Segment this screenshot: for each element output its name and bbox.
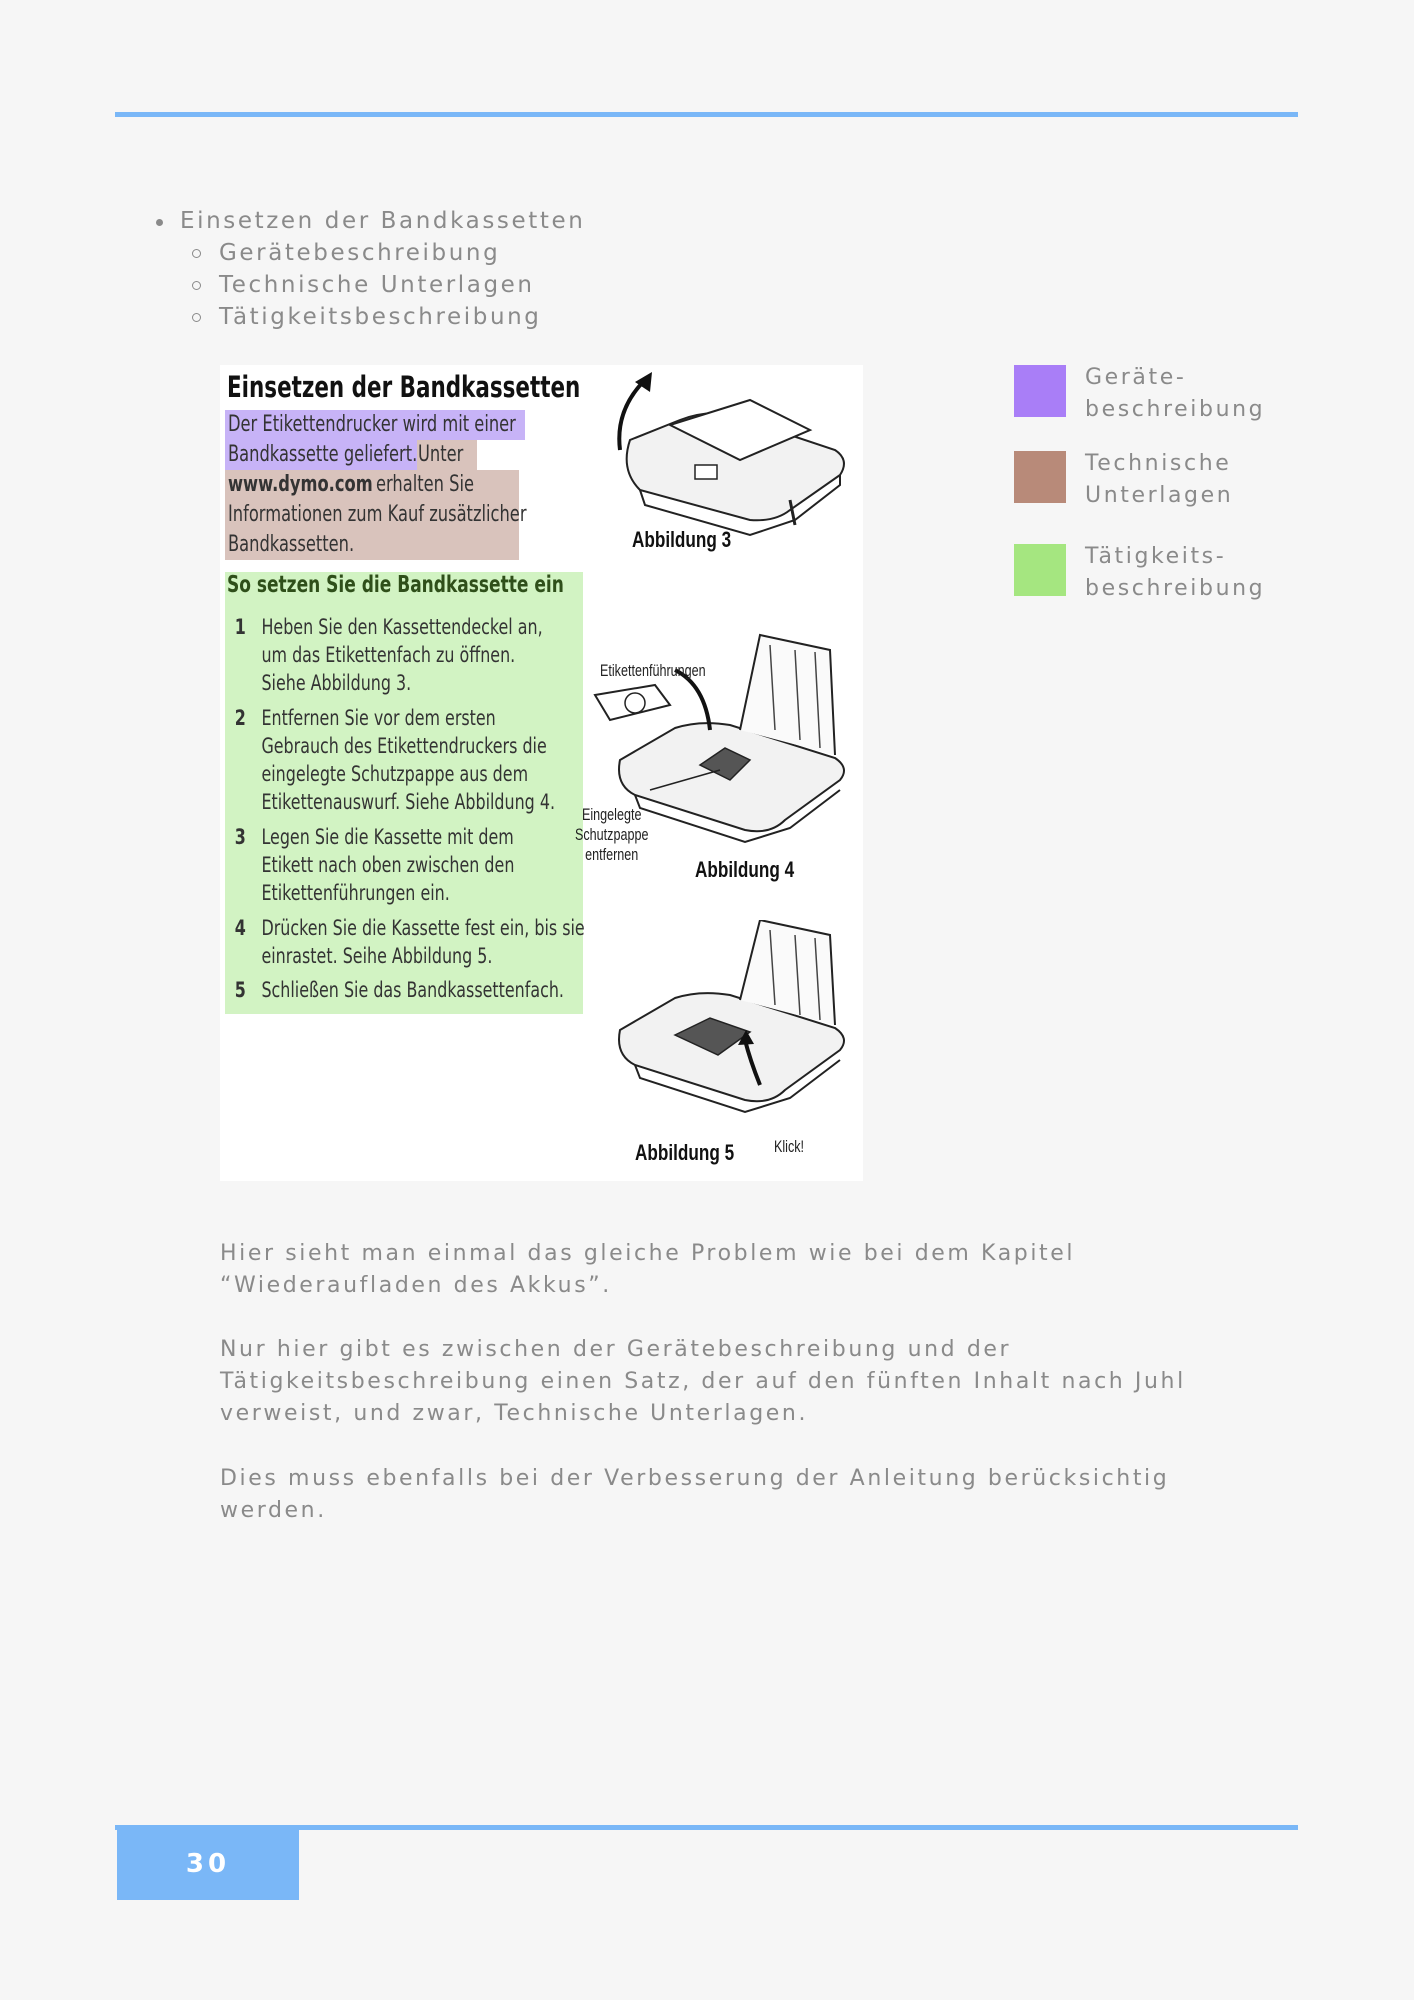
legend-item-activity <box>1014 541 1304 601</box>
subsection-item: Technische Unterlagen <box>150 269 585 301</box>
header-rule <box>115 112 1298 117</box>
step-line: Drücken Sie die Kassette fest ein, bis sie <box>261 916 585 941</box>
legend-swatch <box>1014 451 1066 503</box>
paragraph-line: Tätigkeitsbeschreibung einen Satz, der auf den fünften Inhalt nach Juhl <box>220 1369 1186 1394</box>
printer-illustration-5 <box>600 920 855 1120</box>
legend-swatch <box>1014 365 1066 417</box>
subsection-item: Tätigkeitsbeschreibung <box>150 301 585 333</box>
manual-page-figure <box>220 365 863 1181</box>
page-number: 30 <box>117 1828 299 1900</box>
step-line: Etikett nach oben zwischen den <box>261 853 515 878</box>
step-number: 1 <box>234 615 246 640</box>
intro-line: Unter <box>418 442 464 467</box>
paragraph-2 <box>220 1334 1220 1430</box>
legend-label: Geräte- <box>1085 365 1187 390</box>
intro-line: Bandkassetten. <box>228 532 355 557</box>
step-line: Siehe Abbildung 3. <box>261 671 412 696</box>
paragraph-line: Nur hier gibt es zwischen der Gerätebeschreibung und der <box>220 1337 1012 1362</box>
caption-fig4: Abbildung 4 <box>695 857 795 882</box>
step-line: Heben Sie den Kassettendeckel an, <box>261 615 543 640</box>
label-guides: Etikettenführungen <box>600 661 706 680</box>
step-line: Entfernen Sie vor dem ersten <box>261 706 496 731</box>
step-line: einrastet. Seihe Abbildung 5. <box>261 944 493 969</box>
step-line: Schließen Sie das Bandkassettenfach. <box>261 978 564 1003</box>
step-number: 4 <box>234 916 246 941</box>
legend-label: beschreibung <box>1085 576 1266 601</box>
step-line: Legen Sie die Kassette mit dem <box>261 825 514 850</box>
paragraph-1 <box>220 1238 1220 1302</box>
legend-label: beschreibung <box>1085 397 1266 422</box>
step-line: um das Etikettenfach zu öffnen. <box>261 643 516 668</box>
intro-link: www.dymo.com <box>228 472 373 497</box>
step-line: Etikettenauswurf. Siehe Abbildung 4. <box>261 790 556 815</box>
paragraph-line: Hier sieht man einmal das gleiche Problem wie bei dem Kapitel <box>220 1241 1076 1266</box>
legend-swatch <box>1014 544 1066 596</box>
caption-fig3: Abbildung 3 <box>632 527 732 552</box>
section-item: Einsetzen der Bandkassetten <box>150 205 585 237</box>
legend-label: Tätigkeits- <box>1085 544 1227 569</box>
paragraph-line: Dies muss ebenfalls bei der Verbesserung der Anleitung berücksichtig <box>220 1466 1170 1491</box>
section-list <box>150 205 585 333</box>
legend-item-device <box>1014 362 1304 422</box>
label-cardboard: Eingelegte Schutzpappe entfernen <box>575 805 649 864</box>
intro-line: Der Etikettendrucker wird mit einer <box>228 412 516 437</box>
figure-title: Einsetzen der Bandkassetten <box>227 370 581 404</box>
printer-illustration-3 <box>600 370 855 550</box>
legend-label: Technische <box>1085 451 1232 476</box>
paragraph-3 <box>220 1463 1220 1527</box>
step-number: 3 <box>234 825 246 850</box>
intro-line: erhalten Sie <box>376 472 475 497</box>
paragraph-line: werden. <box>220 1498 327 1523</box>
step-line: Gebrauch des Etikettendruckers die <box>261 734 547 759</box>
label-click: Klick! <box>774 1137 805 1156</box>
steps-title: So setzen Sie die Bandkassette ein <box>227 572 564 598</box>
legend-item-technical <box>1014 448 1304 508</box>
step-number: 5 <box>234 978 246 1003</box>
intro-line: Informationen zum Kauf zusätzlicher <box>228 502 527 527</box>
paragraph-line: “Wiederaufladen des Akkus”. <box>220 1273 612 1298</box>
caption-fig5: Abbildung 5 <box>635 1140 735 1165</box>
step-line: eingelegte Schutzpappe aus dem <box>261 762 529 787</box>
subsection-item: Gerätebeschreibung <box>150 237 585 269</box>
intro-line: Bandkassette geliefert. <box>228 442 418 467</box>
step-number: 2 <box>234 706 246 731</box>
step-line: Etikettenführungen ein. <box>261 881 450 906</box>
legend-label: Unterlagen <box>1085 483 1234 508</box>
paragraph-line: verweist, und zwar, Technische Unterlagen. <box>220 1401 809 1426</box>
